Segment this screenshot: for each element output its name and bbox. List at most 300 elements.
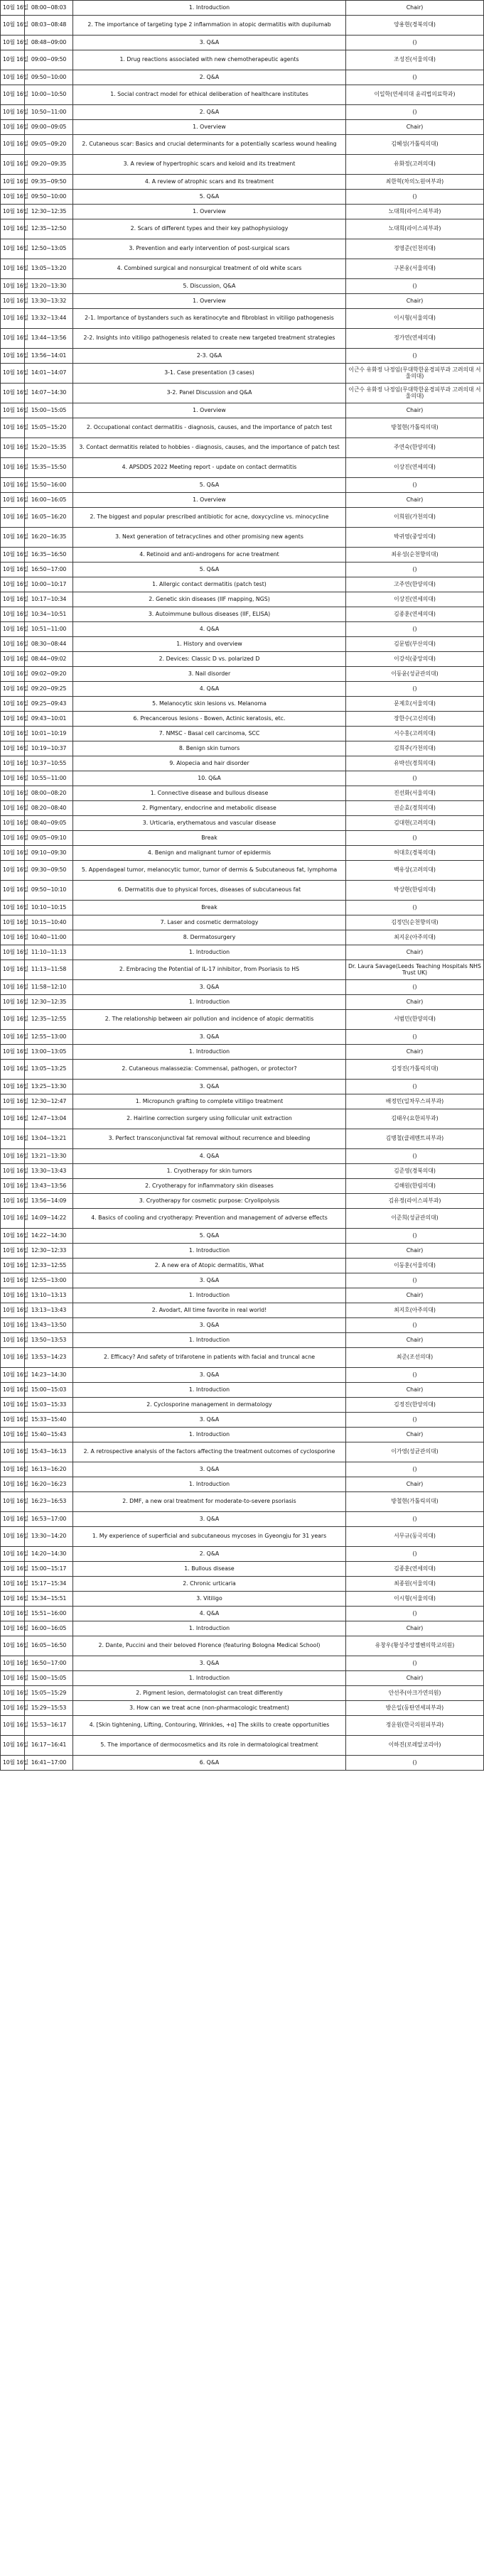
session-speaker: 양용현(경북의대) [346,16,484,36]
session-title: 3. Q&A [73,1413,346,1428]
session-title: 1. Allergic contact dermatitis (patch test) [73,577,346,592]
session-day: 10월 16일 [1,995,25,1010]
session-speaker: 김해원(한림의대) [346,1179,484,1194]
session-speaker: () [346,1318,484,1333]
session-title: 3. Perfect transconjunctival fat removal without recurrence and bleeding [73,1129,346,1149]
session-speaker: () [346,105,484,120]
schedule-row [1,105,484,120]
session-time: 12:30~12:35 [25,995,73,1010]
session-day: 10월 16일 [1,1592,25,1607]
session-speaker: 허대호(경북의대) [346,846,484,861]
session-title: 10. Q&A [73,771,346,786]
session-time: 13:00~13:05 [25,1045,73,1060]
session-title: 2. DMF, a new oral treatment for moderate-to-severe psoriasis [73,1492,346,1512]
session-day: 10월 16일 [1,1368,25,1383]
session-speaker: 이시형(서울의대) [346,309,484,329]
session-time: 10:51~11:00 [25,622,73,637]
session-title: 2-2. Insights into vitiligo pathogenesis related to create new targeted treatment strategies [73,329,346,349]
session-time: 15:40~15:43 [25,1428,73,1442]
schedule-row [1,712,484,727]
schedule-row [1,70,484,85]
session-day: 10월 16일 [1,831,25,846]
session-time: 13:30~13:32 [25,294,73,309]
session-speaker: () [346,980,484,995]
session-time: 15:00~15:05 [25,403,73,418]
session-speaker: 최준(조선의대) [346,1348,484,1368]
session-speaker: 이동윤(성균관의대) [346,667,484,682]
session-title: 4. A review of atrophic scars and its treatment [73,175,346,190]
session-time: 16:23~16:53 [25,1492,73,1512]
session-day: 10월 16일 [1,1477,25,1492]
session-title: 2. Chronic urticaria [73,1577,346,1592]
schedule-row [1,637,484,652]
session-day: 10월 16일 [1,786,25,801]
session-time: 09:50~10:00 [25,70,73,85]
session-title: 1. Overview [73,120,346,135]
session-speaker: 이일학(연세의대 윤리법의료학과) [346,85,484,105]
schedule-row [1,1273,484,1288]
session-time: 10:34~10:51 [25,607,73,622]
session-title: 2. Genetic skin diseases (IIF mapping, NGS) [73,592,346,607]
session-time: 14:23~14:30 [25,1368,73,1383]
session-title: 4. Q&A [73,622,346,637]
session-title: 2. Q&A [73,105,346,120]
schedule-row [1,1209,484,1229]
session-title: 2. A retrospective analysis of the factors affecting the treatment outcomes of cyclosporine [73,1442,346,1462]
session-speaker: 최한혁(차의노원여부과) [346,175,484,190]
session-title: 1. My experience of superficial and subcutaneous mycoses in Gyeongju for 31 years [73,1527,346,1547]
session-time: 08:44~09:02 [25,652,73,667]
session-time: 12:50~13:05 [25,239,73,259]
session-time: 12:30~12:47 [25,1094,73,1109]
session-speaker: Chair) [346,294,484,309]
session-time: 10:00~10:50 [25,85,73,105]
session-title: 4. Combined surgical and nonsurgical treatment of old white scars [73,259,346,279]
session-time: 12:35~12:55 [25,1010,73,1030]
session-speaker: () [346,1080,484,1094]
schedule-row [1,861,484,881]
session-day: 10월 16일 [1,1686,25,1701]
session-day: 10월 16일 [1,259,25,279]
session-time: 14:01~14:07 [25,364,73,384]
session-time: 09:05~09:20 [25,135,73,155]
session-time: 10:10~10:15 [25,901,73,915]
session-title: 4. Q&A [73,1607,346,1621]
schedule-row [1,1288,484,1303]
session-title: 2. The importance of targeting type 2 inflammation in atopic dermatitis with dupilumab [73,16,346,36]
session-speaker: 이강석(중앙의대) [346,652,484,667]
schedule-row [1,135,484,155]
session-day: 10월 16일 [1,135,25,155]
session-speaker: 이시형(서울의대) [346,1592,484,1607]
session-day: 10월 16일 [1,727,25,741]
session-time: 11:58~12:10 [25,980,73,995]
session-time: 16:20~16:35 [25,528,73,548]
session-title: 5. The importance of dermocosmetics and its role in dermatological treatment [73,1736,346,1756]
session-time: 13:04~13:21 [25,1129,73,1149]
session-title: 1. Introduction [73,1621,346,1636]
schedule-row [1,1060,484,1080]
session-title: 3. Q&A [73,1656,346,1671]
session-title: 4. [Skin tightening, Lifting, Contouring, Wrinkles, +α] The skills to create opportunities [73,1716,346,1736]
session-title: 2. A new era of Atopic dermatitis, What [73,1259,346,1273]
session-day: 10월 16일 [1,652,25,667]
schedule-row [1,239,484,259]
session-time: 11:13~11:58 [25,960,73,980]
schedule-row [1,1045,484,1060]
session-speaker: 김정민(순천향의대) [346,915,484,930]
session-day: 10월 16일 [1,349,25,364]
session-time: 09:30~09:50 [25,861,73,881]
session-speaker: () [346,1656,484,1671]
session-time: 15:43~16:13 [25,1442,73,1462]
session-day: 10월 16일 [1,1562,25,1577]
session-time: 11:10~11:13 [25,945,73,960]
session-time: 08:00~08:03 [25,1,73,16]
session-time: 15:20~15:35 [25,438,73,458]
session-time: 09:35~09:50 [25,175,73,190]
session-time: 09:20~09:25 [25,682,73,697]
session-speaker: Chair) [346,1288,484,1303]
session-time: 10:50~11:00 [25,105,73,120]
schedule-row [1,1428,484,1442]
session-time: 14:07~14:30 [25,384,73,403]
session-day: 10월 16일 [1,637,25,652]
session-time: 15:03~15:33 [25,1398,73,1413]
schedule-row [1,1477,484,1492]
session-title: 1. Introduction [73,1333,346,1348]
session-speaker: Chair) [346,1621,484,1636]
session-speaker: 권순효(경희의대) [346,801,484,816]
session-speaker: 배정민(일차무스피부과) [346,1094,484,1109]
session-speaker: () [346,1413,484,1428]
schedule-row [1,652,484,667]
session-time: 10:55~11:00 [25,771,73,786]
session-speaker: 백유상(고려의대) [346,861,484,881]
session-title: 9. Alopecia and hair disorder [73,756,346,771]
schedule-row [1,1398,484,1413]
schedule-row [1,995,484,1010]
session-title: 3. Next generation of tetracyclines and other promising new agents [73,528,346,548]
session-time: 15:05~15:20 [25,418,73,438]
schedule-row [1,667,484,682]
session-day: 10월 16일 [1,1229,25,1244]
session-time: 12:55~13:00 [25,1273,73,1288]
session-speaker: Chair) [346,945,484,960]
session-time: 12:30~12:33 [25,1244,73,1259]
session-time: 09:02~09:20 [25,667,73,682]
session-speaker: 김준영(경북의대) [346,1164,484,1179]
session-title: 3. Q&A [73,1368,346,1383]
session-time: 13:44~13:56 [25,329,73,349]
schedule-row [1,682,484,697]
schedule-row [1,329,484,349]
session-title: 2. Dante, Puccini and their beloved Florence (featuring Bologna Medical School) [73,1636,346,1656]
schedule-row [1,309,484,329]
session-title: 5. Melanocytic skin lesions vs. Melanoma [73,697,346,712]
schedule-row [1,1229,484,1244]
session-day: 10월 16일 [1,1273,25,1288]
session-time: 09:50~10:10 [25,881,73,901]
session-speaker: 최유성(순천향의대) [346,548,484,563]
schedule-row [1,508,484,528]
session-speaker: 이상진(연세의대) [346,458,484,478]
schedule-row [1,980,484,995]
session-day: 10월 16일 [1,741,25,756]
schedule-row [1,458,484,478]
schedule-row [1,1686,484,1701]
session-speaker: 박상현(한림의대) [346,881,484,901]
session-speaker: () [346,1368,484,1383]
schedule-row [1,771,484,786]
schedule-row [1,816,484,831]
session-title: 5. Appendageal tumor, melanocytic tumor, tumor of dermis & Subcutaneous fat, lymphoma [73,861,346,881]
session-title: 2. Pigment lesion, dermatologist can treat differently [73,1686,346,1701]
session-day: 10월 16일 [1,1179,25,1194]
session-speaker: () [346,1547,484,1562]
session-day: 10월 16일 [1,1636,25,1656]
session-time: 08:40~09:05 [25,816,73,831]
session-title: 2. Cryotherapy for inflammatory skin diseases [73,1179,346,1194]
session-title: 4. Retinoid and anti-androgens for acne treatment [73,548,346,563]
session-day: 10월 16일 [1,682,25,697]
session-speaker: 이준희(성균관의대) [346,1209,484,1229]
session-speaker: 이동훈(서울의대) [346,1259,484,1273]
schedule-row [1,528,484,548]
session-speaker: 서수홍(고려의대) [346,727,484,741]
session-speaker: 김문범(부산의대) [346,637,484,652]
session-day: 10월 16일 [1,1030,25,1045]
session-day: 10월 16일 [1,239,25,259]
session-time: 14:22~14:30 [25,1229,73,1244]
schedule-row [1,846,484,861]
session-day: 10월 16일 [1,1701,25,1716]
session-time: 09:43~10:01 [25,712,73,727]
session-day: 10월 16일 [1,1,25,16]
session-title: 2. Scars of different types and their key pathophysiology [73,219,346,239]
session-title: 1. Introduction [73,1244,346,1259]
session-speaker: 이하진(로레알코리아) [346,1736,484,1756]
schedule-row [1,1547,484,1562]
schedule-row [1,960,484,980]
session-speaker: Chair) [346,1383,484,1398]
session-speaker: Chair) [346,1045,484,1060]
session-title: 3. Q&A [73,980,346,995]
session-day: 10월 16일 [1,403,25,418]
session-day: 10월 16일 [1,1149,25,1164]
schedule-row [1,294,484,309]
session-title: 1. Connective disease and bullous disease [73,786,346,801]
session-title: 4. APSDDS 2022 Meeting report - update on contact dermatitis [73,458,346,478]
schedule-row [1,1030,484,1045]
session-day: 10월 16일 [1,1080,25,1094]
session-day: 10월 16일 [1,607,25,622]
schedule-row [1,279,484,294]
session-day: 10월 16일 [1,1348,25,1368]
session-title: 5. Q&A [73,190,346,205]
schedule-row [1,1179,484,1194]
session-speaker: () [346,563,484,577]
schedule-row [1,478,484,493]
session-day: 10월 16일 [1,1060,25,1080]
session-time: 13:43~13:56 [25,1179,73,1194]
schedule-row [1,727,484,741]
session-time: 16:41~17:00 [25,1756,73,1771]
schedule-row [1,577,484,592]
session-speaker: 서범민(한양의대) [346,1010,484,1030]
schedule-row [1,1492,484,1512]
session-time: 08:00~08:20 [25,786,73,801]
session-speaker: 이근수 유화정 나정임(무대학한윤경피부과 고려의대 서울의대) [346,384,484,403]
session-speaker: 안선주(아크가연의원) [346,1686,484,1701]
session-title: 2. Hairline correction surgery using follicular unit extraction [73,1109,346,1129]
session-speaker: () [346,1149,484,1164]
session-day: 10월 16일 [1,756,25,771]
session-day: 10월 16일 [1,1209,25,1229]
session-speaker: () [346,1512,484,1527]
session-time: 09:00~09:05 [25,120,73,135]
session-time: 13:10~13:13 [25,1288,73,1303]
session-speaker: () [346,70,484,85]
session-day: 10월 16일 [1,1413,25,1428]
session-title: 3. Prevention and early intervention of post-surgical scars [73,239,346,259]
session-title: 5. Q&A [73,1229,346,1244]
session-day: 10월 16일 [1,881,25,901]
session-day: 10월 16일 [1,1318,25,1333]
session-speaker: 김정진(가톨릭의대) [346,1060,484,1080]
session-speaker: Chair) [346,1333,484,1348]
session-title: 2. Q&A [73,70,346,85]
schedule-row [1,1259,484,1273]
session-title: 1. Introduction [73,1045,346,1060]
session-day: 10월 16일 [1,548,25,563]
schedule-row [1,1716,484,1736]
schedule-row [1,786,484,801]
session-day: 10월 16일 [1,901,25,915]
session-day: 10월 16일 [1,458,25,478]
session-time: 15:34~15:51 [25,1592,73,1607]
session-day: 10월 16일 [1,1442,25,1462]
session-title: 1. Cryotherapy for skin tumors [73,1164,346,1179]
schedule-row [1,155,484,175]
session-speaker: 김병철(클레멘트피부과) [346,1129,484,1149]
session-title: 2. Occupational contact dermatitis - diagnosis, causes, and the importance of patch test [73,418,346,438]
session-title: 8. Dermatosurgery [73,930,346,945]
session-speaker: 김종훈(연세의대) [346,607,484,622]
session-time: 13:56~14:09 [25,1194,73,1209]
session-speaker: Chair) [346,403,484,418]
session-title: 1. Overview [73,493,346,508]
session-time: 16:53~17:00 [25,1512,73,1527]
session-time: 15:51~16:00 [25,1607,73,1621]
session-speaker: Chair) [346,1244,484,1259]
session-time: 10:19~10:37 [25,741,73,756]
session-time: 12:33~12:55 [25,1259,73,1273]
schedule-row [1,85,484,105]
session-speaker: () [346,622,484,637]
session-title: 4. Q&A [73,682,346,697]
session-title: 1. Introduction [73,1477,346,1492]
session-speaker: 방철현(가톨릭의대) [346,1492,484,1512]
session-time: 13:32~13:44 [25,309,73,329]
schedule-row [1,364,484,384]
session-time: 15:35~15:50 [25,458,73,478]
session-day: 10월 16일 [1,930,25,945]
session-time: 09:50~10:00 [25,190,73,205]
schedule-row [1,1348,484,1368]
session-title: Break [73,901,346,915]
schedule-row [1,1129,484,1149]
session-time: 16:00~16:05 [25,493,73,508]
session-day: 10월 16일 [1,1547,25,1562]
session-title: 1. Overview [73,205,346,219]
session-title: 4. Q&A [73,1149,346,1164]
session-day: 10월 16일 [1,1756,25,1771]
session-speaker: 김정진(한양의대) [346,1398,484,1413]
schedule-row [1,349,484,364]
session-day: 10월 16일 [1,960,25,980]
session-speaker: Chair) [346,1671,484,1686]
session-title: 3. Q&A [73,1030,346,1045]
schedule-row [1,741,484,756]
session-time: 16:50~17:00 [25,1656,73,1671]
session-title: 3. Autoimmune bullous diseases (IIF, ELISA) [73,607,346,622]
session-day: 10월 16일 [1,1333,25,1348]
schedule-row [1,945,484,960]
session-time: 09:05~09:10 [25,831,73,846]
session-speaker: 정영준(인천의대) [346,239,484,259]
session-day: 10월 16일 [1,1398,25,1413]
session-time: 09:20~09:35 [25,155,73,175]
schedule-row [1,1527,484,1547]
session-time: 13:43~13:50 [25,1318,73,1333]
session-title: Break [73,831,346,846]
session-speaker: 김태우(요한피부과) [346,1109,484,1129]
session-day: 10월 16일 [1,1462,25,1477]
session-time: 10:00~10:17 [25,577,73,592]
session-time: 08:03~08:48 [25,16,73,36]
session-speaker: Dr. Laura Savage(Leeds Teaching Hospitals NHS Trust UK) [346,960,484,980]
schedule-row [1,120,484,135]
session-speaker: 이희원(가천의대) [346,508,484,528]
session-title: 2. The biggest and popular prescribed antibiotic for acne, doxycycline vs. minocycline [73,508,346,528]
session-time: 16:20~16:23 [25,1477,73,1492]
session-day: 10월 16일 [1,1492,25,1512]
session-speaker: 고주연(한양의대) [346,577,484,592]
schedule-row [1,1701,484,1716]
session-title: 3. Cryotherapy for cosmetic purpose: Cryolipolysis [73,1194,346,1209]
session-day: 10월 16일 [1,508,25,528]
session-time: 09:00~09:50 [25,50,73,70]
session-time: 10:01~10:19 [25,727,73,741]
schedule-row [1,403,484,418]
schedule-row [1,205,484,219]
session-speaker: 유박선(경희의대) [346,756,484,771]
session-time: 16:17~16:41 [25,1736,73,1756]
schedule-row [1,36,484,50]
session-title: 2-1. Importance of bystanders such as keratinocyte and fibroblast in vitiligo pathogenesis [73,309,346,329]
session-speaker: 최지운(아주의대) [346,930,484,945]
session-day: 10월 16일 [1,1671,25,1686]
session-time: 12:30~12:35 [25,205,73,219]
session-day: 10월 16일 [1,279,25,294]
schedule-row [1,1368,484,1383]
session-title: 8. Benign skin tumors [73,741,346,756]
session-day: 10월 16일 [1,294,25,309]
session-time: 09:25~09:43 [25,697,73,712]
session-day: 10월 16일 [1,1129,25,1149]
session-time: 13:25~13:30 [25,1080,73,1094]
